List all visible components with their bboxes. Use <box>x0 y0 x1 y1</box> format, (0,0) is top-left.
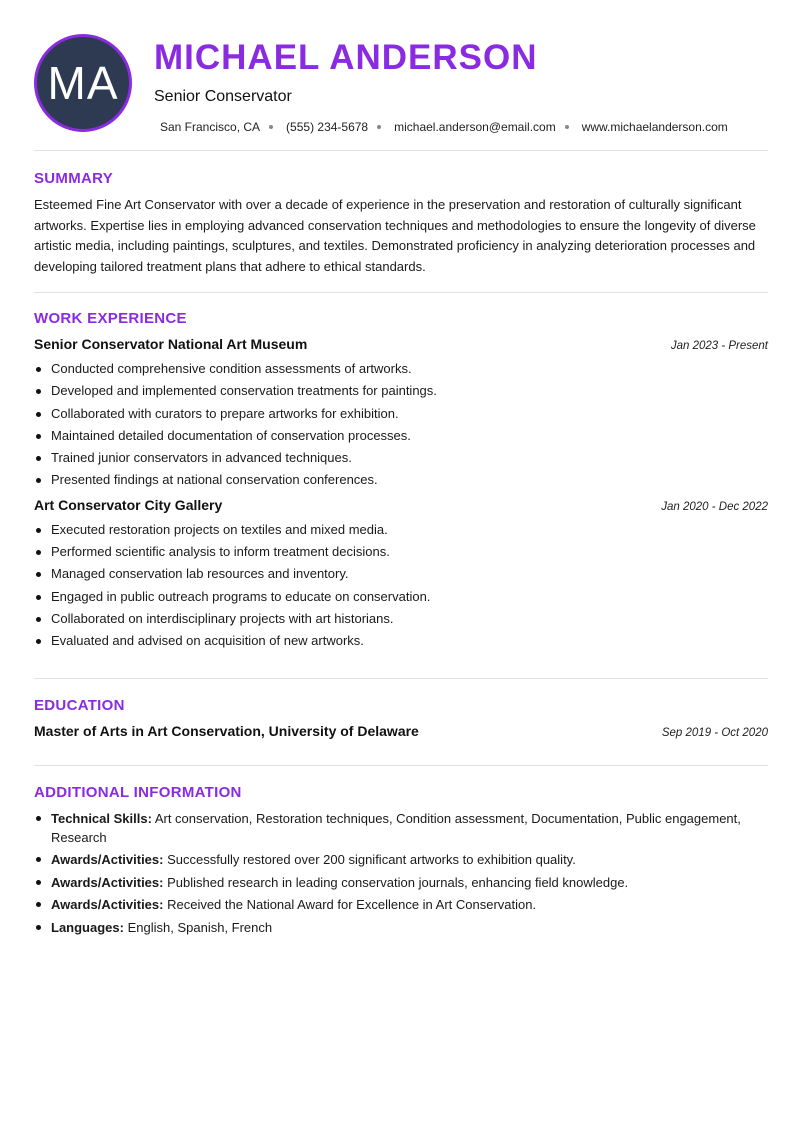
section-heading-education: EDUCATION <box>34 696 125 714</box>
list-item: Presented findings at national conservation conferences. <box>34 470 768 492</box>
list-item <box>34 873 768 892</box>
job-bullets <box>34 520 768 654</box>
list-item: Collaborated with curators to prepare artworks for exhibition. <box>34 404 768 426</box>
item-text: Received the National Award for Excellence in Art Conservation. <box>167 897 537 913</box>
item-text: English, Spanish, French <box>127 919 273 935</box>
list-item: Managed conservation lab resources and inventory. <box>34 564 768 586</box>
additional-section <box>34 766 768 937</box>
education-section <box>34 679 768 739</box>
job-header <box>34 497 768 513</box>
item-text: Successfully restored over 200 significant artworks to exhibition quality. <box>167 852 576 868</box>
section-heading-summary: SUMMARY <box>34 170 114 187</box>
job-dates: Jan 2023 - Present <box>670 340 768 352</box>
item-label: Languages: <box>51 919 124 935</box>
list-item <box>34 895 768 914</box>
candidate-title: Senior Conservator <box>154 88 292 105</box>
education-entry <box>34 723 768 739</box>
contact-location: San Francisco, CA <box>160 120 261 134</box>
resume-header <box>34 0 768 150</box>
job-entry <box>34 336 768 493</box>
job-entry <box>34 497 768 654</box>
additional-list <box>34 809 768 937</box>
list-item: Maintained detailed documentation of conservation processes. <box>34 426 768 448</box>
list-item: Collaborated on interdisciplinary projects with art historians. <box>34 609 768 631</box>
separator-dot-icon <box>377 125 381 129</box>
contact-info <box>160 120 728 134</box>
contact-email[interactable]: michael.anderson@email.com <box>394 120 556 134</box>
candidate-name: MICHAEL ANDERSON <box>154 38 538 77</box>
education-dates: Sep 2019 - Oct 2020 <box>661 726 768 739</box>
item-label: Technical Skills: <box>51 810 152 826</box>
summary-section <box>34 151 768 277</box>
section-heading-additional: ADDITIONAL INFORMATION <box>34 783 242 801</box>
list-item: Executed restoration projects on textiles and mixed media. <box>34 520 768 542</box>
contact-phone[interactable]: (555) 234-5678 <box>286 120 369 134</box>
experience-section <box>34 293 768 654</box>
degree: Master of Arts in Art Conservation, University of Delaware <box>34 722 419 739</box>
list-item: Evaluated and advised on acquisition of new artworks. <box>34 631 768 653</box>
list-item: Developed and implemented conservation treatments for paintings. <box>34 381 768 403</box>
list-item: Engaged in public outreach programs to educate on conservation. <box>34 587 768 609</box>
job-header <box>34 336 768 352</box>
summary-text: Esteemed Fine Art Conservator with over a decade of experience in the preservation and restoration of culturally significant artworks. Expertise lies in employing advanced conservation techniques and methodologies to ensure the longevity of diverse artistic media, including paintings, sculptures, and textiles. Demonstrated proficiency in analyzing deterioration processes and developing tailored treatment plans that adhere to ethical standards. <box>34 197 756 274</box>
job-title: Art Conservator City Gallery <box>34 496 223 513</box>
list-item <box>34 850 768 869</box>
job-bullets <box>34 359 768 493</box>
item-text: Published research in leading conservation journals, enhancing field knowledge. <box>167 874 629 890</box>
list-item: Trained junior conservators in advanced techniques. <box>34 448 768 470</box>
list-item: Performed scientific analysis to inform treatment decisions. <box>34 542 768 564</box>
item-label: Awards/Activities: <box>51 897 164 913</box>
list-item <box>34 918 768 937</box>
item-label: Awards/Activities: <box>51 874 164 890</box>
job-dates: Jan 2020 - Dec 2022 <box>661 500 768 513</box>
item-label: Awards/Activities: <box>51 852 164 868</box>
job-title: Senior Conservator National Art Museum <box>34 336 308 352</box>
list-item <box>34 809 768 847</box>
item-text: Art conservation, Restoration techniques, Condition assessment, Documentation, Public engagement, Research <box>51 810 741 845</box>
contact-website[interactable]: www.michaelanderson.com <box>581 120 728 134</box>
list-item: Conducted comprehensive condition assessments of artworks. <box>34 359 768 381</box>
separator-dot-icon <box>269 125 273 129</box>
avatar <box>34 34 132 132</box>
resume-page <box>34 0 768 940</box>
section-heading-experience: WORK EXPERIENCE <box>34 310 187 327</box>
avatar-initials: MA <box>47 57 119 109</box>
separator-dot-icon <box>565 125 569 129</box>
